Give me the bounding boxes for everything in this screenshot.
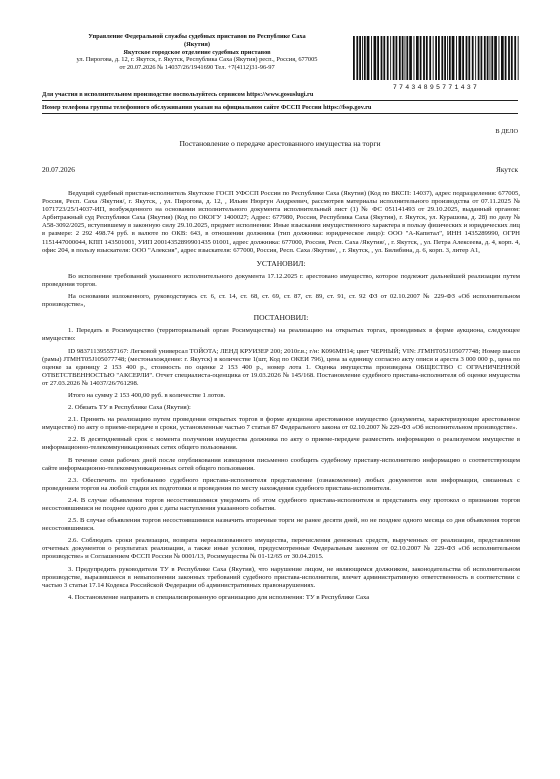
clause-1: 1. Передать в Росимущество (территориальный орган Росимущества) на реализацию на открытых торгах, проводимых в форме аукциона, следующее имущество: — [42, 327, 520, 343]
barcode-number: 77434895771437 — [392, 84, 480, 91]
header-divider — [42, 100, 518, 101]
document-city: Якутск — [495, 165, 518, 174]
basis-paragraph: На основании изложенного, руководствуясь ст. 6, ст. 14, ст. 68, ст. 69, ст. 87, ст. 89, ст. 91, ст. 92 ФЗ от 02.10.2007 № 229-ФЗ «Об исполнительном производстве», — [42, 293, 520, 309]
clause-3: 3. Предупредить руководителя ТУ в Республике Саха (Якутия), что нарушение лицом, не являющимся должником, законодательства об исполнительном производстве, выразившееся в невыполнении законных требований судебного пристава-исполнителя, влечет административную ответственность в соответствии с частью 3 статьи 17.14 Кодекса Российской Федерации об административных правонарушениях. — [42, 565, 520, 589]
clause-2-5: 2.5. В случае объявления торгов несостоявшимися назначить вторичные торги не ранее десяти дней, но не позднее одного месяца со дня объявления торгов несостоявшимися. — [42, 517, 520, 533]
established-heading: УСТАНОВИЛ: — [256, 258, 306, 268]
helpline-notice: Номер телефона группы телефонного обслуживания указан на официальном сайте ФССП России https://fssp.gov.ru — [42, 104, 372, 111]
agency-region: (Якутия) — [184, 40, 210, 48]
clause-4: 4. Постановление направить в специализированную организацию для исполнения: ТУ в Республике Саха — [68, 593, 370, 601]
total-line: Итого на сумму 2 153 400,00 руб. в количестве 1 лотов. — [68, 391, 226, 399]
gosuslugi-notice: Для участия в исполнительном производстве воспользуйтесь сервисом https://www.gosuslugi.ru — [42, 91, 314, 98]
established-paragraph: Во исполнение требований указанного исполнительного документа 17.12.2025 г. арестовано имущество, которое подлежит дальнейшей реализации путем проведения торгов. — [42, 272, 520, 288]
intro-paragraph: Ведущий судебный пристав-исполнитель Якутское ГОСП УФССП России по Республике Саха (Якутия) (Код по ВКСП: 14037), адрес подразделения: 677005, Россия, Респ. Саха /Якутия/, г. Якутск, , ул. Пирогова, д. 12, , Ильин Нюргун Андреевич, рассмотрев материалы исполнительного производства от 07.11.2025 № 1071723/25/14037-ИП, возбужденного на основании исполнительного документа исполнительный лист (1) № ФС 051141493 от 29.10.2025, выданный органом: Арбитражный суд Республики Саха (Якутия) (Код по ОКОГУ 1400027; Адрес: 677980, Россия, Республика Саха (Якутия), г. Якутск, ул. Курашова, д. 28) по делу № А58-3092/2025, вступившему в законную силу 29.10.2025, предмет исполнения: Иные взыскания имущественного характера в пользу физических и юридических лиц в размере: 2 292 498.74 руб. в валюте по ОКВ: 643, в отношении должника (тип должника: юридическое лицо): ООО "А-Капитал", ИНН 1435289990, ОГРН 1151447000044, КПП 143501001, УИП 20014352899901435 01001, адрес должника: 677000, Россия, Респ. Саха /Якутия/, , г. Якутск, , ул. Петра Алексеева, д. 4, корп. 4, офис 204, в пользу взыскателя: ООО "Алексия", адрес взыскателя: 677000, Россия, Респ. Саха /Якутия/, , г. Якутск, , ул. Билибина, д. 6, корп. 3, литер А1, — [42, 190, 520, 254]
department-name: Якутское городское отделение судебных приставов — [123, 48, 271, 56]
filing-mark: В ДЕЛО — [495, 128, 518, 135]
barcode — [352, 36, 520, 80]
document-body — [42, 190, 520, 606]
agency-name: Управление Федеральной службы судебных приставов по Республике Саха — [88, 33, 306, 40]
document-ref-phone: от 20.07.2026 № 14037/26/1941690 Тел. +7(4112)31-96-97 — [119, 64, 275, 72]
letterhead — [42, 33, 352, 72]
clause-2-2-notice: В течение семи рабочих дней после опубликования извещения письменно сообщить судебному приставу-исполнителю информацию о соответствующем сайте информационно-телекоммуникационных сетей общего пользования. — [42, 456, 520, 472]
clause-2-2: 2.2. В десятидневный срок с момента получения имущества должника по акту о приеме-передаче разместить информацию о реализуемом имуществе в информационно-телекоммуникационных сетях общего пользования. — [42, 436, 520, 452]
header-divider-2 — [42, 113, 518, 114]
clause-2-1: 2.1. Принять на реализацию путем проведения открытых торгов в форме аукциона арестованное имущество (документы, характеризующие арестованное имущество) по акту о приеме-передаче в сроки, установленные частью 7 статьи 87 Федерального закона от 02.10.2007 № 229-ФЗ «Об исполнительном производстве». — [42, 416, 520, 432]
property-description: ID 983711395557167: Легковой универсал ТОЙОТА; ЛЕНД КРУИЗЕР 200; 2010г.в.; г/н: К096МН14; цвет ЧЕРНЫЙ; VIN: JTMHT05J105077748; Номер шасси (рамы) JTMHT05J105077748; (местонахождение: г. Якутск) в количестве 1(шт, Код по ОКЕИ 796), цена за единицу согласно акту описи и ареста 3 000 000 р., цена по оценке за единицу 2 153 400 р., стоимость по оценке 2 153 400 р., номер лота 1. Оценка имущества произведена ОБЩЕСТВО С ОГРАНИЧЕННОЙ ОТВЕТСТВЕННОСТЬЮ "АКСЕРЛИ". Отчет специалиста-оценщика от 19.03.2026 № 145/168. Постановление судебного пристава-исполнителя об оценке имущества от 27.03.2026 № 14037/26/761298. — [42, 347, 520, 387]
clause-2-6: 2.6. Соблюдать сроки реализации, возврата нереализованного имущества, перечисления денежных средств, вырученных от реализации, представления отчетных документов о результатах реализации, а также иные условия, предусмотренные Федеральным законом от 02.10.2007 № 229-ФЗ «Об исполнительном производстве» и Соглашением ФССП России № 0001/13, Росимущества № 01-12/65 от 30.04.2015. — [42, 537, 520, 561]
resolved-heading: ПОСТАНОВИЛ: — [253, 313, 309, 323]
clause-2-4: 2.4. В случае объявления торгов несостоявшимися уведомить об этом судебного пристава-исполнителя и представить ему протокол о признании торгов несостоявшимися не позднее одного дня с даты наступления указанного события. — [42, 496, 520, 512]
document-date: 20.07.2026 — [42, 165, 75, 174]
document-title: Постановление о передаче арестованного имущества на торги — [179, 139, 381, 148]
department-address: ул. Пирогова, д. 12, г. Якутск, г. Якутск, Республика Саха (Якутия) респ., Россия, 677005 — [76, 56, 318, 64]
clause-2: 2. Обязать ТУ в Республике Саха (Якутия): — [68, 404, 191, 412]
clause-2-3: 2.3. Обеспечить по требованию судебного пристава-исполнителя представление (ознакомление) любых документов или информации, связанных с проведением торгов на любой стадии их подготовки и проведения по месту нахождения судебного пристава-исполнителя. — [42, 476, 520, 492]
